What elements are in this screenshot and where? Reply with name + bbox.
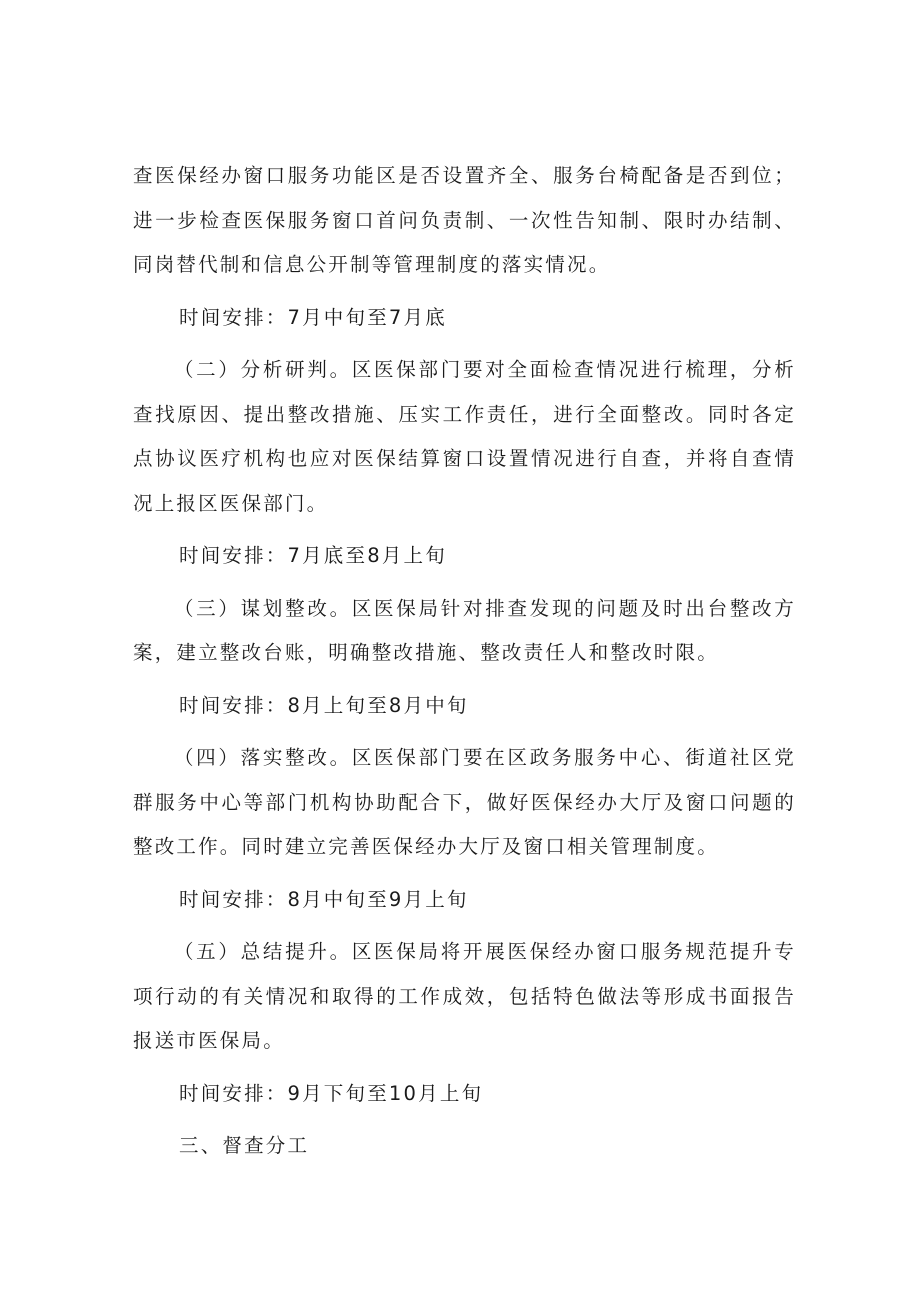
time-schedule-3: 时间安排：8月上旬至8月中旬 xyxy=(179,693,469,717)
paragraph-implementation: （四）落实整改。区医保部门要在区政务服务中心、街道社区党群服务中心等部门机构协助配合下，做好医保经办大厅及窗口问题的整改工作。同时建立完善医保经办大厅及窗口相关管理制度。 xyxy=(133,746,796,858)
paragraph-planning: （三）谋划整改。区医保局针对排查发现的问题及时出台整改方案，建立整改台账，明确整改措施、整改责任人和整改时限。 xyxy=(133,596,796,664)
time-schedule-4: 时间安排：8月中旬至9月上旬 xyxy=(179,887,469,911)
time-schedule-1: 时间安排：7月中旬至7月底 xyxy=(179,305,447,329)
time-schedule-2: 时间安排：7月底至8月上旬 xyxy=(179,544,447,567)
paragraph-analysis: （二）分析研判。区医保部门要对全面检查情况进行梳理，分析查找原因、提出整改措施、压实工作责任，进行全面整改。同时各定点协议医疗机构也应对医保结算窗口设置情况进行自查，并将自查情况上报区医保部门。 xyxy=(133,358,796,515)
paragraph-check-window: 查医保经办窗口服务功能区是否设置齐全、服务台椅配备是否到位；进一步检查医保服务窗口首问负责制、一次性告知制、限时办结制、同岗替代制和信息公开制等管理制度的落实情况。 xyxy=(133,164,796,276)
paragraph-summary: （五）总结提升。区医保局将开展医保经办窗口服务规范提升专项行动的有关情况和取得的工作成效，包括特色做法等形成书面报告报送市医保局。 xyxy=(133,940,796,1052)
section-heading-supervision: 三、督查分工 xyxy=(179,1134,310,1157)
time-schedule-5: 时间安排：9月下旬至10月上旬 xyxy=(179,1081,484,1105)
document-body xyxy=(133,154,796,1169)
